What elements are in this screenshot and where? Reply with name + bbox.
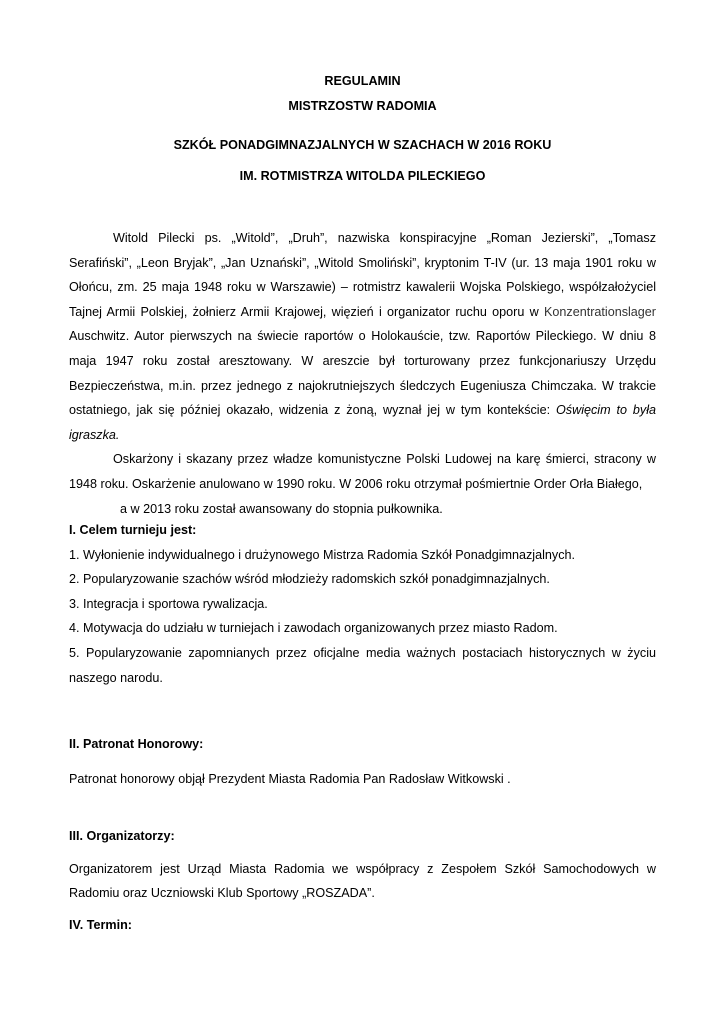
- document-title: REGULAMIN: [324, 74, 401, 88]
- section-date: [69, 913, 656, 938]
- section-organizers-body: Organizatorem jest Urząd Miasta Radomia we współpracy z Zespołem Szkół Samochodowych w Radomiu oraz Uczniowski Klub Sportowy „ROSZADA”.: [69, 861, 656, 901]
- section-patronage-heading: II. Patronat Honorowy:: [69, 737, 204, 751]
- section-goals: [69, 518, 656, 690]
- section-patronage-body: Patronat honorowy objął Prezydent Miasta Radomia Pan Radosław Witkowski .: [69, 771, 511, 786]
- intro-section: [69, 226, 656, 521]
- intro-paragraph-2: Oskarżony i skazany przez władze komunistyczne Polski Ludowej na karę śmierci, stracony w 1948 roku. Oskarżenie anulowano w 1990 roku. W 2006 roku otrzymał pośmiertnie Order Orła Białego,: [69, 452, 656, 491]
- section-organizers: [69, 824, 656, 906]
- intro-paragraph-3: a w 2013 roku został awansowany do stopnia pułkownika.: [120, 501, 443, 516]
- section-patronage: [69, 732, 656, 791]
- intro-quote: Oświęcim to była igraszka.: [69, 403, 656, 442]
- document-subtitle-schools: SZKÓŁ PONADGIMNAZJALNYCH W SZACHACH W 2016 ROKU: [173, 138, 552, 152]
- intro-text-a: Witold Pilecki ps. „Witold”, „Druh”, nazwiska konspiracyjne „Roman Jezierski”, „Tomasz Serafiński”, „Leon Bryjak”, „Jan Uznański”, „Witold Smoliński”, kryptonim T-IV (ur. 13 maja 1901 roku w Ołońcu, zm. 25 maja 1948 roku w Warszawie) – rotmistrz kawalerii Wojska Polskiego, współzałożyciel Tajnej Armii Polskiej, żołnierz Armii Krajowej, więzień i organizator ruchu oporu w: [69, 231, 656, 319]
- goal-item: 3. Integracja i sportowa rywalizacja.: [69, 596, 268, 611]
- document-subtitle: MISTRZOSTW RADOMIA: [288, 99, 437, 113]
- section-goals-heading: I. Celem turnieju jest:: [69, 523, 197, 537]
- section-date-heading: IV. Termin:: [69, 918, 132, 932]
- goal-item: 5. Popularyzowanie zapomnianych przez oficjalne media ważnych postaciach historycznych w życiu naszego narodu.: [69, 645, 656, 685]
- intro-term: Konzentrationslager: [543, 304, 656, 319]
- goal-item: 2. Popularyzowanie szachów wśród młodzieży radomskich szkół ponadgimnazjalnych.: [69, 572, 550, 587]
- goal-item: 4. Motywacja do udziału w turniejach i zawodach organizowanych przez miasto Radom.: [69, 621, 558, 636]
- intro-paragraph-1: [69, 226, 656, 447]
- document-subtitle-patron: IM. ROTMISTRZA WITOLDA PILECKIEGO: [239, 169, 486, 183]
- intro-text-b: Auschwitz. Autor pierwszych na świecie raportów o Holokauście, tzw. Raportów Pileckiego. W dniu 8 maja 1947 roku został aresztowany. W areszcie był torturowany przez funkcjonariuszy Urzędu Bezpieczeństwa, m.in. przez jednego z najokrutniejszych śledczych Eugeniusza Chimczaka. W trakcie ostatniego, jak się później okazało, widzenia z żoną, wyznał jej w tym kontekście:: [69, 329, 656, 418]
- section-organizers-heading: III. Organizatorzy:: [69, 829, 175, 843]
- goal-item: 1. Wyłonienie indywidualnego i drużynowego Mistrza Radomia Szkół Ponadgimnazjalnych.: [69, 547, 576, 562]
